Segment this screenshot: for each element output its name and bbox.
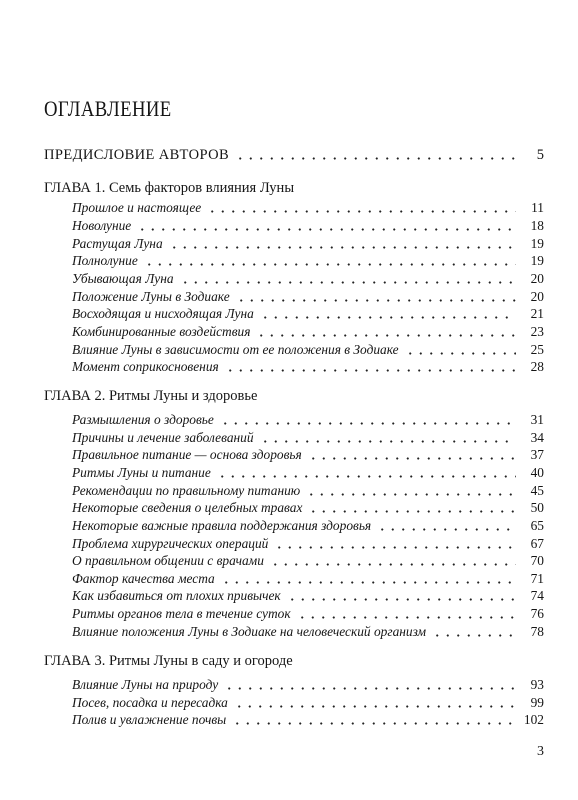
dot-leader [235, 150, 516, 160]
toc-entry[interactable] [72, 553, 544, 569]
entry-page: 20 [530, 271, 544, 286]
entry-page: 99 [530, 695, 544, 710]
entry-page: 50 [530, 500, 544, 515]
dot-leader [207, 203, 516, 213]
toc-entry[interactable] [72, 236, 544, 252]
entry-label: Комбинированные воздействия [72, 324, 251, 339]
entry-page: 67 [530, 536, 544, 551]
entry-page: 45 [530, 483, 544, 498]
dot-leader [137, 221, 516, 231]
dot-leader [377, 521, 516, 531]
dot-leader [256, 327, 516, 337]
entry-page: 18 [530, 218, 544, 233]
entry-label: Фактор качества места [72, 571, 215, 586]
entry-label: Некоторые важные правила поддержания здоровья [72, 518, 372, 533]
entry-page: 65 [530, 518, 544, 533]
entry-label: Полив и увлажнение почвы [72, 712, 227, 727]
entry-label: Растущая Луна [72, 236, 163, 251]
dot-leader [180, 274, 516, 284]
dot-leader [297, 609, 516, 619]
entry-label: Прошлое и настоящее [72, 200, 202, 215]
chapter-2-title[interactable]: ГЛАВА 2. Ритмы Луны и здоровье [44, 388, 258, 404]
preface-entry[interactable] [44, 147, 544, 163]
toc-entry[interactable] [72, 624, 544, 640]
entry-label: Посев, посадка и пересадка [72, 695, 228, 710]
entry-label: Проблема хирургических операций [72, 536, 269, 551]
toc-entry[interactable] [72, 412, 544, 428]
toc-entry[interactable] [72, 536, 544, 552]
chapter-3-title[interactable]: ГЛАВА 3. Ритмы Луны в саду и огороде [44, 653, 293, 669]
dot-leader [234, 698, 516, 708]
entry-page: 74 [530, 588, 544, 603]
toc-entry[interactable] [72, 359, 544, 375]
entry-label: Убывающая Луна [72, 271, 174, 286]
entry-page: 37 [530, 447, 544, 462]
dot-leader [308, 450, 516, 460]
dot-leader [232, 715, 516, 725]
entry-label: Влияние Луны в зависимости от ее положения в Зодиаке [72, 342, 399, 357]
entry-label: Как избавиться от плохих привычек [72, 588, 281, 603]
toc-entry[interactable] [72, 695, 544, 711]
dot-leader [432, 627, 516, 637]
dot-leader [274, 539, 516, 549]
toc-entry[interactable] [72, 518, 544, 534]
entry-label: Ритмы Луны и питание [72, 465, 211, 480]
entry-label: Полнолуние [72, 253, 138, 268]
toc-entry[interactable] [72, 500, 544, 516]
entry-label: Ритмы органов тела в течение суток [72, 606, 291, 621]
toc-entry[interactable] [72, 677, 544, 693]
entry-page: 34 [530, 430, 544, 445]
entry-label: Восходящая и нисходящая Луна [72, 306, 254, 321]
preface-label: ПРЕДИСЛОВИЕ АВТОРОВ [44, 147, 230, 163]
toc-entry[interactable] [72, 588, 544, 604]
dot-leader [260, 433, 516, 443]
toc-entry[interactable] [72, 447, 544, 463]
preface-page: 5 [536, 147, 544, 163]
entry-page: 40 [530, 465, 544, 480]
dot-leader [225, 362, 516, 372]
entry-page: 70 [530, 553, 544, 568]
dot-leader [169, 239, 516, 249]
entry-label: О правильном общении с врачами [72, 553, 264, 568]
page-number: 3 [537, 744, 544, 759]
entry-page: 28 [530, 359, 544, 374]
toc-title: ОГЛАВЛЕНИЕ [44, 96, 172, 121]
dot-leader [144, 256, 516, 266]
toc-entry[interactable] [72, 571, 544, 587]
entry-label: Положение Луны в Зодиаке [72, 289, 230, 304]
toc-entry[interactable] [72, 430, 544, 446]
toc-entry[interactable] [72, 200, 544, 216]
toc-entry[interactable] [72, 483, 544, 499]
entry-page: 20 [530, 289, 544, 304]
entry-label: Правильное питание — основа здоровья [72, 447, 302, 462]
dot-leader [220, 415, 516, 425]
entry-page: 19 [530, 253, 544, 268]
entry-label: Момент соприкосновения [72, 359, 219, 374]
dot-leader [236, 292, 516, 302]
entry-label: Некоторые сведения о целебных травах [72, 500, 303, 515]
dot-leader [306, 486, 516, 496]
entry-page: 76 [530, 606, 544, 621]
toc-entry[interactable] [72, 218, 544, 234]
dot-leader [405, 345, 516, 355]
chapter-1-title[interactable]: ГЛАВА 1. Семь факторов влияния Луны [44, 180, 295, 196]
toc-entry[interactable] [72, 271, 544, 287]
toc-entry[interactable] [72, 712, 544, 728]
entry-page: 19 [530, 236, 544, 251]
entry-page: 31 [530, 412, 544, 427]
entry-page: 21 [530, 306, 544, 321]
toc-entry[interactable] [72, 253, 544, 269]
toc-entry[interactable] [72, 306, 544, 322]
toc-entry[interactable] [72, 289, 544, 305]
entry-page: 71 [530, 571, 544, 586]
toc-entry[interactable] [72, 465, 544, 481]
entry-label: Новолуние [72, 218, 132, 233]
toc-entry[interactable] [72, 324, 544, 340]
entry-page: 11 [531, 200, 544, 215]
entry-label: Причины и лечение заболеваний [72, 430, 254, 445]
entry-page: 102 [523, 712, 544, 727]
entry-label: Рекомендации по правильному питанию [72, 483, 301, 498]
entry-page: 93 [530, 677, 544, 692]
entry-page: 78 [530, 624, 544, 639]
entry-label: Влияние положения Луны в Зодиаке на человеческий организм [72, 624, 427, 639]
entry-label: Влияние Луны на природу [72, 677, 219, 692]
toc-entry[interactable] [72, 606, 544, 622]
toc-entry[interactable] [72, 342, 544, 358]
entry-page: 25 [530, 342, 544, 357]
entry-label: Размышления о здоровье [72, 412, 214, 427]
dot-leader [217, 468, 516, 478]
dot-leader [260, 309, 516, 319]
dot-leader [270, 556, 516, 566]
dot-leader [224, 680, 516, 690]
entry-page: 23 [530, 324, 544, 339]
dot-leader [308, 503, 516, 513]
dot-leader [287, 591, 516, 601]
dot-leader [221, 574, 516, 584]
